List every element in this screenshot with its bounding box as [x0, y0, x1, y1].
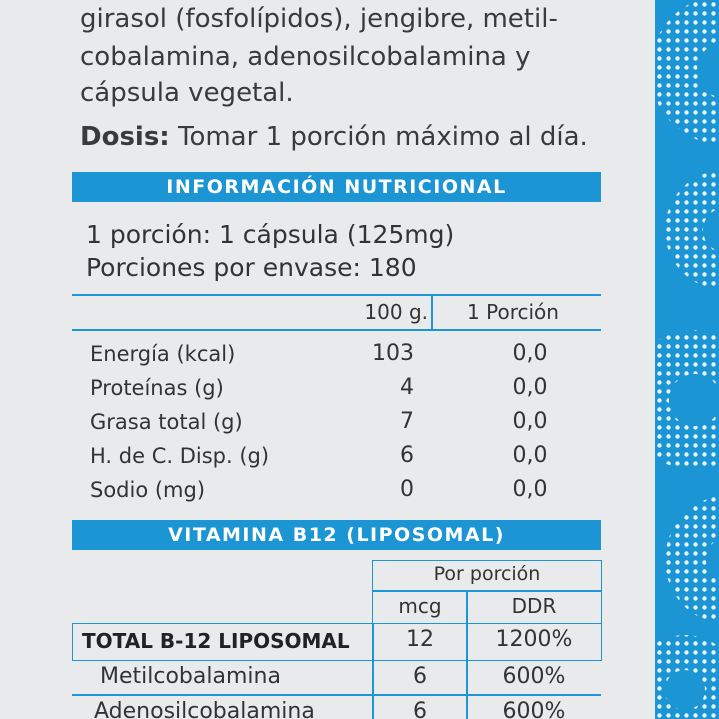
- col-header-100g: 100 g.: [364, 300, 428, 324]
- dosis-label: Dosis:: [80, 122, 170, 152]
- row-label: Sodio (mg): [90, 478, 206, 502]
- b12-title-bar: VITAMINA B12 (LIPOSOMAL): [72, 520, 601, 550]
- col-header-portion: 1 Porción: [467, 300, 559, 324]
- row-value-portion: 0,0: [512, 409, 548, 434]
- b12-col-mcg: mcg: [398, 594, 442, 618]
- servings-per-pack: Porciones por envase: 180: [86, 253, 417, 282]
- row-label: H. de C. Disp. (g): [90, 444, 270, 468]
- row-value-100g: 103: [372, 341, 414, 366]
- ingredients-line-2: cobalamina, adenosilcobalamina y: [80, 42, 531, 72]
- b12-row-ddr: 600%: [502, 699, 566, 719]
- serving-size: 1 porción: 1 cápsula (125mg): [86, 220, 455, 249]
- b12-por-porcion: Por porción: [433, 563, 541, 585]
- row-value-100g: 6: [400, 443, 414, 468]
- column-divider: [431, 296, 433, 330]
- ingredients-line-3: cápsula vegetal.: [80, 78, 294, 108]
- b12-row-label: Metilcobalamina: [100, 664, 281, 689]
- ingredients-line-1: girasol (fosfolípidos), jengibre, metil-: [80, 4, 558, 34]
- dosis-line: [80, 122, 588, 152]
- row-label: Energía (kcal): [90, 342, 236, 366]
- row-value-portion: 0,0: [512, 443, 548, 468]
- table-top-rule: [72, 294, 601, 296]
- row-value-100g: 0: [400, 477, 414, 502]
- b12-row-ddr: 600%: [502, 664, 566, 689]
- decorative-pattern-icon: [655, 0, 719, 719]
- row-value-portion: 0,0: [512, 341, 548, 366]
- b12-row-mcg: 12: [406, 627, 434, 652]
- b12-row-label: TOTAL B-12 LIPOSOMAL: [82, 629, 350, 653]
- b12-col-ddr: DDR: [511, 594, 557, 618]
- row-label: Proteínas (g): [90, 376, 224, 400]
- b12-row-ddr: 1200%: [495, 627, 573, 652]
- b12-row-mcg: 6: [413, 699, 427, 719]
- row-value-100g: 4: [400, 375, 414, 400]
- b12-row-rule: [72, 694, 601, 696]
- b12-row-label: Adenosilcobalamina: [94, 699, 315, 719]
- nutrition-title-bar: INFORMACIÓN NUTRICIONAL: [72, 172, 601, 202]
- row-value-portion: 0,0: [512, 375, 548, 400]
- b12-row-mcg: 6: [413, 664, 427, 689]
- row-value-100g: 7: [400, 409, 414, 434]
- table-header-rule: [72, 329, 601, 331]
- dosis-text: Tomar 1 porción máximo al día.: [169, 122, 588, 152]
- row-value-portion: 0,0: [512, 477, 548, 502]
- row-label: Grasa total (g): [90, 410, 243, 434]
